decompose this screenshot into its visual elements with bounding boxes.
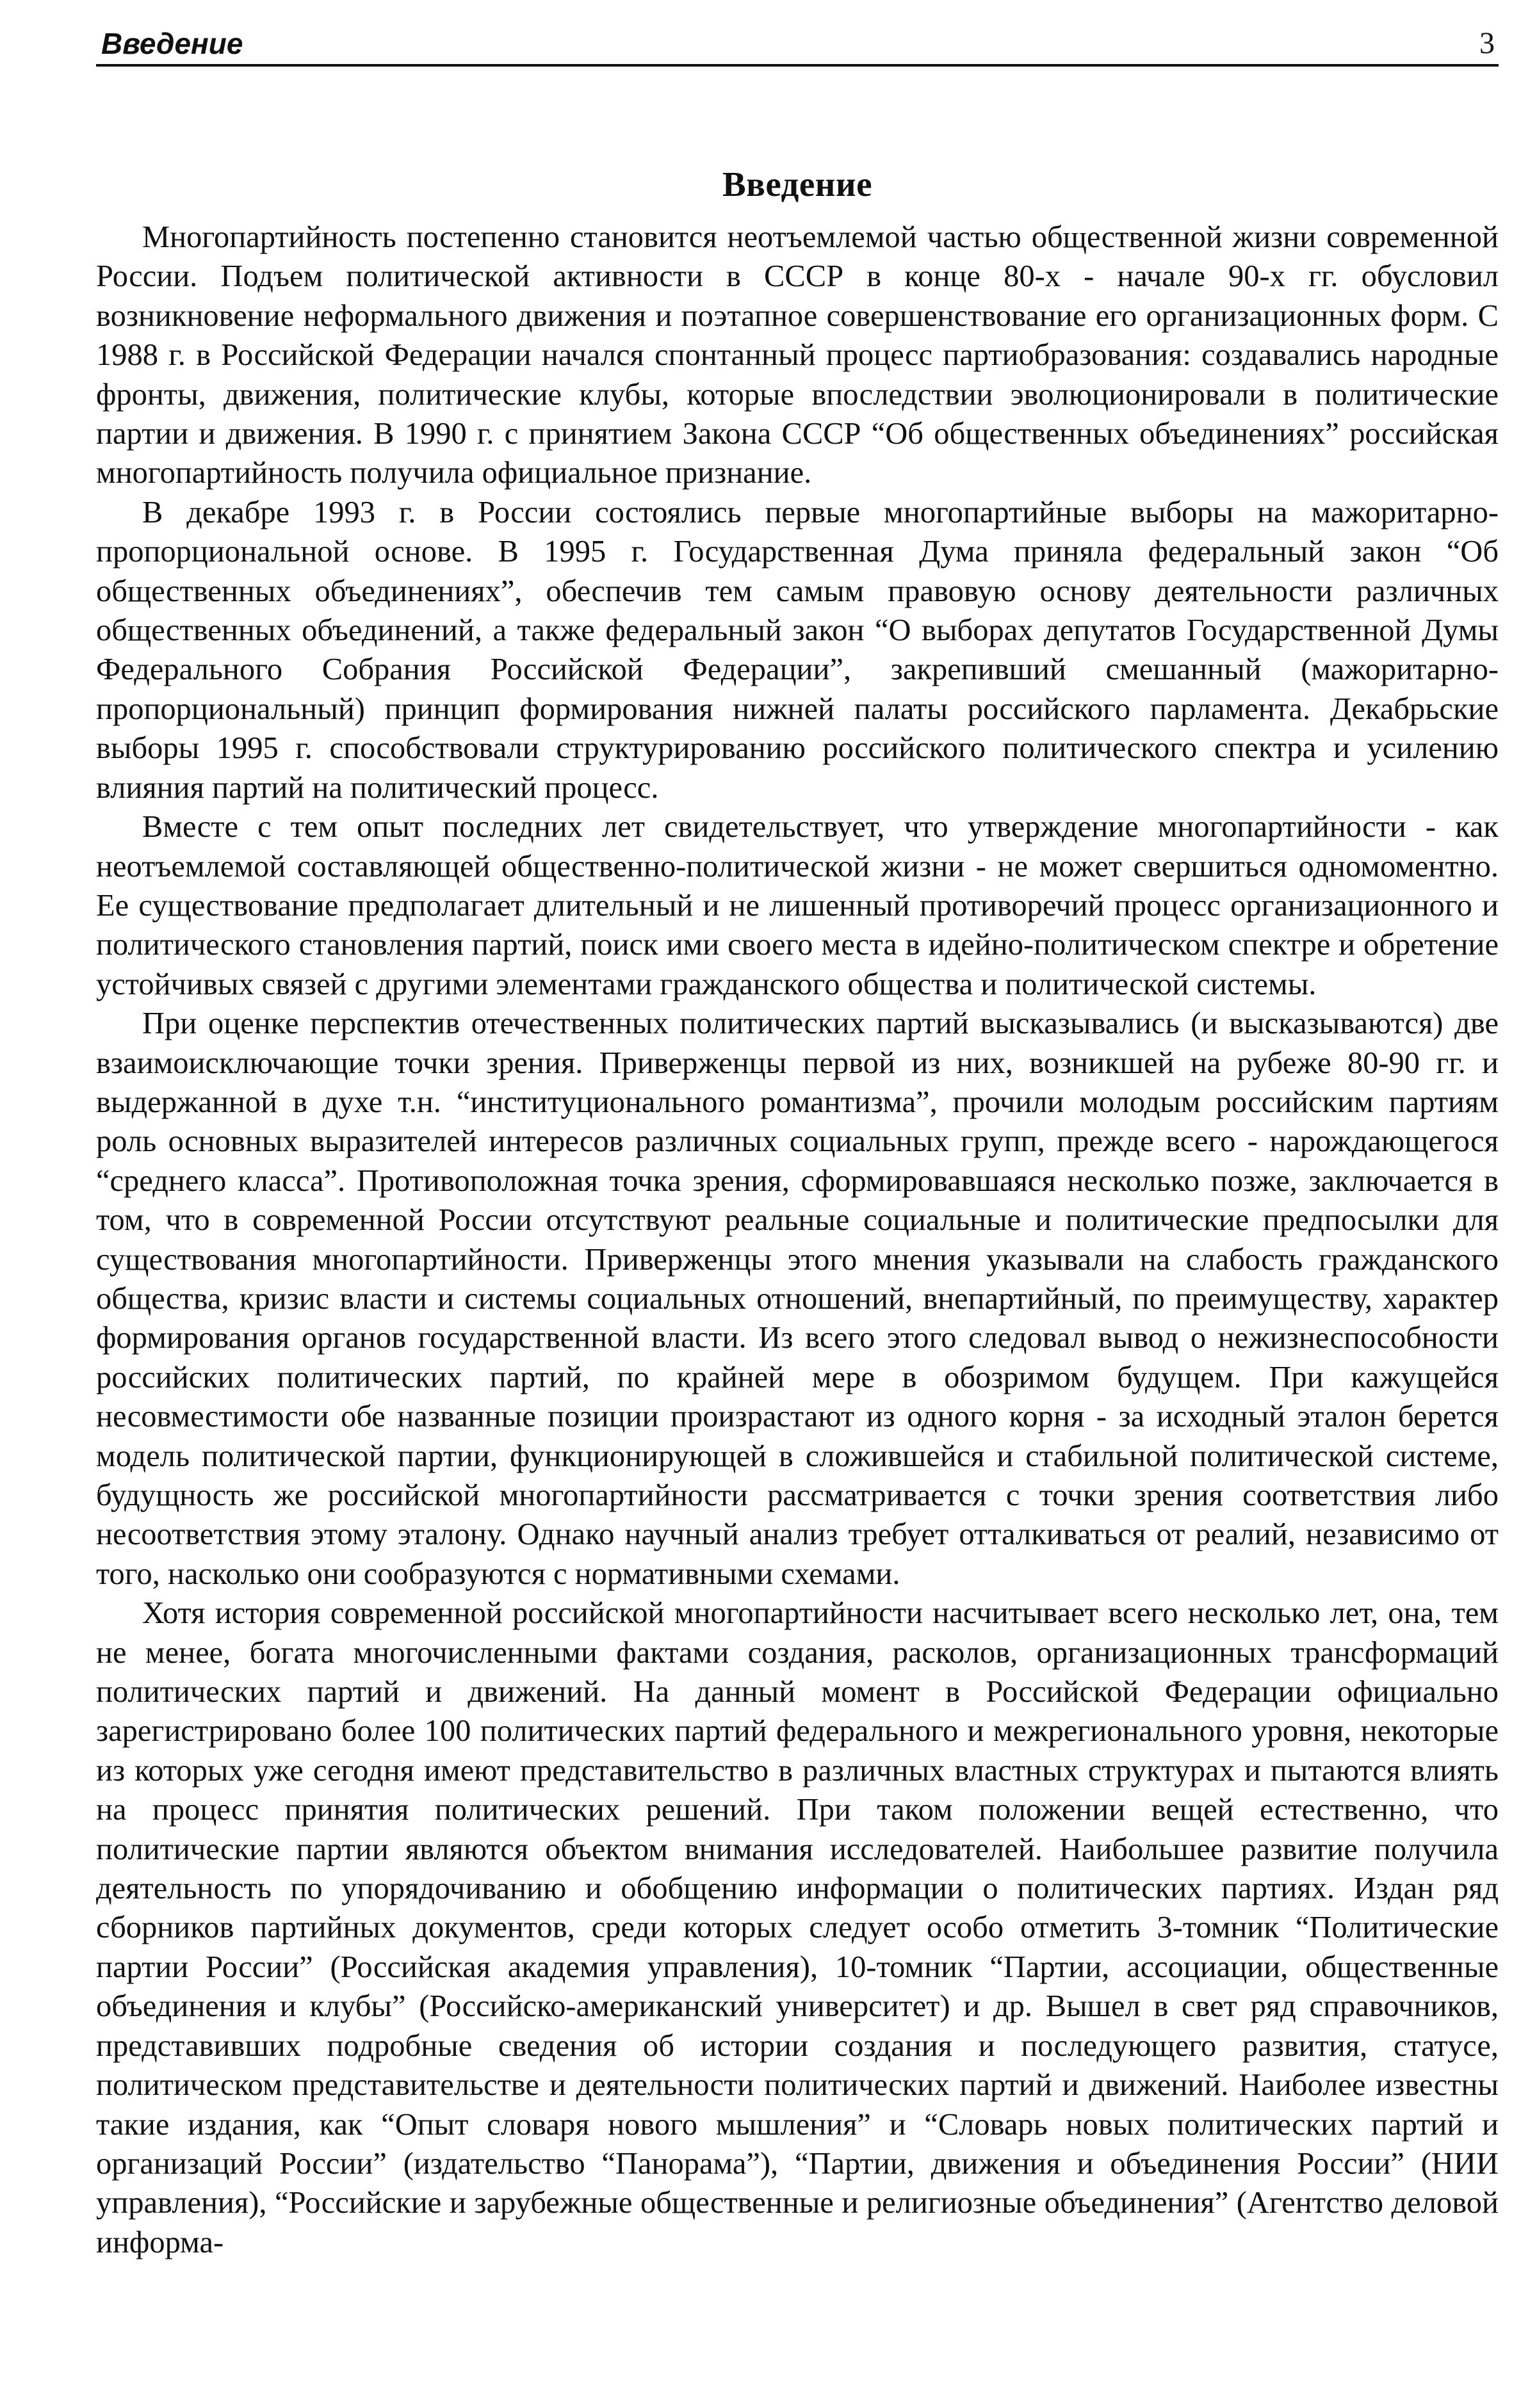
paragraph: Хотя история современной российской многопартийности насчитывает всего несколько лет, она, тем не менее, богата многочисленными фактами создания, расколов, организационных трансформаций политических партий и движений. На данный момент в Российской Федерации официально зарегистрировано более 100 политических партий федерального и межрегионального уровня, некоторые из которых уже сегодня имеют представительство в различных властных структурах и пытаются влиять на процесс принятия политических решений. При таком положении вещей естественно, что политические партии являются объектом внимания исследователей. Наибольшее развитие получила деятельность по упорядочиванию и обобщению информации о политических партиях. Издан ряд сборников партийных документов, среди которых следует особо отметить 3-томник “Политические партии России” (Российская академия управления), 10-томник “Партии, ассоциации, общественные объединения и клубы” (Российско-американский университет) и др. Вышел в свет ряд справочников, представивших подробные сведения об истории создания и последующего развития, статусе, политическом представительстве и деятельности политических партий и движений. Наиболее известны такие издания, как “Опыт словаря нового мышления” и “Словарь новых политических партий и организаций России” (издательство “Панорама”), “Партии, движения и объединения России” (НИИ управления), “Российские и зарубежные общественные и религиозные объединения” (Агентство деловой информа-	[96, 1596, 1499, 2259]
paragraph: В декабре 1993 г. в России состоялись первые многопартийные выборы на мажоритарно-пропорциональной основе. В 1995 г. Государственная Дума приняла федеральный закон “Об общественных объединениях”, обеспечив тем самым правовую основу деятельности различных общественных объединений, а также федеральный закон “О выборах депутатов Государственной Думы Федерального Собрания Российской Федерации”, закрепивший смешанный (мажоритарно-пропорциональный) принцип формирования нижней палаты российского парламента. Декабрьские выборы 1995 г. способствовали структурированию российского политического спектра и усилению влияния партий на политический процесс.	[96, 495, 1499, 805]
running-title: Введение	[101, 27, 243, 60]
page-number: 3	[1479, 26, 1495, 60]
chapter-title: Введение	[722, 164, 873, 204]
paragraph: Многопартийность постепенно становится неотъемлемой частью общественной жизни современной России. Подъем политической активности в СССР в конце 80-х - начале 90-х гг. обусловил возникновение неформального движения и поэтапное совершенствование его организационных форм. С 1988 г. в Российской Федерации начался спонтанный процесс партиобразования: создавались народные фронты, движения, политические клубы, которые впоследствии эволюционировали в политические партии и движения. В 1990 г. с принятием Закона СССР “Об общественных объединениях” российская многопартийность получила официальное признание.	[96, 220, 1499, 490]
paragraph: Вместе с тем опыт последних лет свидетельствует, что утверждение многопартийности - как неотъемлемой составляющей общественно-политической жизни - не может свершиться одномоментно. Ее существование предполагает длительный и не лишенный противоречий процесс организационного и политического становления партий, поиск ими своего места в идейно-политическом спектре и обретение устойчивых связей с другими элементами гражданского общества и политической системы.	[96, 810, 1499, 1001]
body-text	[96, 218, 1499, 2262]
paragraph: При оценке перспектив отечественных политических партий высказывались (и высказываются) две взаимоисключающие точки зрения. Приверженцы первой из них, возникшей на рубеже 80-90 гг. и выдержанной в духе т.н. “институционального романтизма”, прочили молодым российским партиям роль основных выразителей интересов различных социальных групп, прежде всего - нарождающегося “среднего класса”. Противоположная точка зрения, сформировавшаяся несколько позже, заключается в том, что в современной России отсутствуют реальные социальные и политические предпосылки для существования многопартийности. Приверженцы этого мнения указывали на слабость гражданского общества, кризис власти и системы социальных отношений, внепартийный, по преимуществу, характер формирования органов государственной власти. Из всего этого следовал вывод о нежизнеспособности российских политических партий, по крайней мере в обозримом будущем. При кажущейся несовместимости обе названные позиции произрастают из одного корня - за исходный эталон берется модель политической партии, функционирующей в сложившейся и стабильной политической системе, будущность же российской многопартийности рассматривается с точки зрения соответствия либо несоответствия этому эталону. Однако научный анализ требует отталкиваться от реалий, независимо от того, насколько они сообразуются с нормативными схемами.	[96, 1006, 1499, 1591]
document-page	[96, 0, 1499, 2408]
running-header	[96, 23, 1499, 67]
